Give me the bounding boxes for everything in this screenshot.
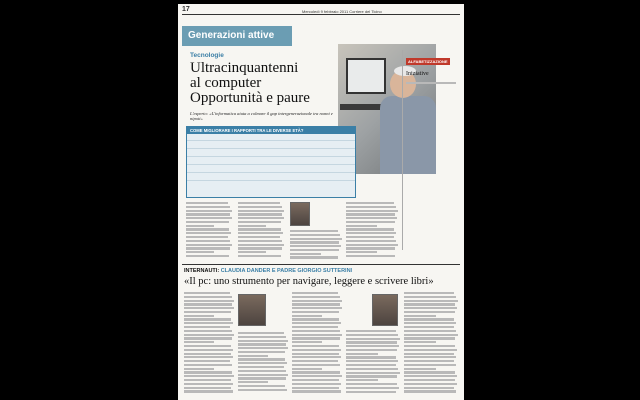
text-line: [184, 311, 231, 313]
kicker-label: INTERNAUTI: [184, 268, 218, 274]
text-line: [346, 236, 394, 238]
text-line: [184, 364, 232, 366]
text-line: [238, 217, 284, 219]
text-line: [238, 370, 286, 372]
keyboard: [340, 104, 384, 110]
text-line: [238, 374, 288, 376]
text-line: [346, 330, 396, 332]
text-line: [292, 368, 322, 370]
text-line: [292, 292, 338, 294]
text-line: [406, 82, 456, 84]
text-line: [292, 345, 339, 347]
text-line: [238, 210, 284, 212]
text-line: [404, 296, 456, 298]
subtitle: L'esperto: «L'informatica aiuta a colmare il gap intergenerazionale tra nonni e nipoti»: [190, 111, 333, 121]
text-line: [404, 349, 457, 351]
text-line: [184, 315, 214, 317]
text-line: [238, 255, 281, 257]
text-line: [186, 240, 230, 242]
article-column-4: [346, 202, 398, 262]
text-line: [184, 353, 231, 355]
text-line: [346, 375, 397, 377]
text-line: [346, 206, 396, 208]
text-line: [292, 296, 340, 298]
text-line: [290, 234, 340, 236]
text-line: [346, 372, 400, 374]
text-line: [238, 366, 284, 368]
text-line: [184, 292, 230, 294]
text-line: [346, 379, 378, 381]
text-line: [184, 330, 232, 332]
table-title: COME MIGLIORARE I RAPPORTI TRA LE DIVERSE ETÀ?: [187, 127, 355, 134]
text-line: [346, 210, 398, 212]
expert-portrait: [290, 202, 310, 226]
text-line: [404, 326, 454, 328]
text-line: [186, 228, 229, 230]
text-line: [346, 213, 395, 215]
article-column-1: [186, 202, 232, 262]
text-line: [292, 311, 339, 313]
text-line: [404, 371, 455, 373]
text-line: [346, 244, 398, 246]
text-line: [404, 311, 455, 313]
text-line: [292, 341, 322, 343]
text-line: [404, 318, 454, 320]
text-line: [290, 241, 339, 243]
text-line: [292, 322, 341, 324]
date-line: Mercoledì 9 febbraio 2011 Corriere del Ticino: [302, 9, 382, 14]
text-line: [238, 247, 282, 249]
text-line: [292, 387, 339, 389]
text-line: [186, 255, 229, 257]
article-column-3: [290, 230, 342, 262]
text-line: [238, 221, 281, 223]
text-line: [186, 232, 231, 234]
table-row: [187, 156, 355, 164]
text-line: [186, 217, 232, 219]
text-line: [404, 390, 456, 392]
text-line: [184, 360, 230, 362]
text-line: [346, 383, 397, 385]
text-line: [184, 303, 232, 305]
text-line: [290, 238, 342, 240]
text-line: [238, 347, 288, 349]
headline-line-2: al computer: [190, 75, 262, 91]
text-line: [346, 240, 396, 242]
bottom-kicker: INTERNAUTI: CLAUDIA DANDER E PADRE GIORGIO SUTTERINI: [184, 268, 353, 274]
text-line: [238, 377, 286, 379]
text-line: [292, 379, 339, 381]
text-line: [238, 362, 287, 364]
interview-column-3: [292, 292, 342, 396]
page-number: 17: [182, 6, 190, 13]
text-line: [404, 334, 458, 336]
text-line: [184, 383, 233, 385]
text-line: [346, 349, 397, 351]
text-line: [292, 383, 341, 385]
text-line: [186, 210, 232, 212]
text-line: [346, 338, 400, 340]
text-line: [186, 221, 229, 223]
text-line: [290, 245, 341, 247]
text-line: [184, 337, 232, 339]
text-line: [292, 318, 339, 320]
text-line: [404, 368, 436, 370]
text-line: [184, 349, 233, 351]
text-line: [184, 375, 234, 377]
text-line: [290, 253, 321, 255]
text-line: [238, 340, 288, 342]
text-line: [184, 296, 232, 298]
text-line: [184, 334, 234, 336]
text-line: [238, 244, 284, 246]
text-line: [346, 217, 397, 219]
text-line: [404, 364, 456, 366]
giorgio-sutterini-portrait: [372, 294, 398, 326]
text-line: [186, 213, 230, 215]
table-row: [187, 148, 355, 156]
text-line: [238, 358, 285, 360]
text-line: [184, 322, 233, 324]
text-line: [292, 375, 342, 377]
newspaper-page: [178, 4, 464, 400]
text-line: [238, 228, 281, 230]
text-line: [238, 213, 282, 215]
text-line: [292, 307, 342, 309]
text-line: [184, 379, 231, 381]
text-line: [184, 356, 233, 358]
text-line: [404, 353, 454, 355]
text-line: [346, 221, 395, 223]
sidebar-tag: ALFABETIZZAZIONE: [408, 59, 448, 64]
table-row: [187, 164, 355, 172]
interview-column-5: [404, 292, 458, 396]
text-line: [404, 356, 456, 358]
section-banner: Generazioni attive: [182, 26, 292, 46]
article-column-2: [238, 202, 284, 262]
kicker-names: CLAUDIA DANDER E PADRE GIORGIO SUTTERINI: [220, 268, 353, 274]
text-line: [404, 375, 457, 377]
text-line: [186, 251, 214, 253]
text-line: [346, 360, 398, 362]
text-line: [292, 360, 338, 362]
text-line: [292, 356, 341, 358]
text-line: [292, 334, 342, 336]
text-line: [292, 371, 340, 373]
text-line: [238, 381, 268, 383]
text-line: [184, 371, 232, 373]
interview-column-4: [346, 330, 400, 396]
text-line: [238, 336, 286, 338]
table-row: [187, 180, 355, 188]
text-line: [292, 364, 340, 366]
survey-table: [186, 126, 356, 198]
text-line: [186, 225, 214, 227]
sidebar-column: [402, 50, 460, 250]
table-row: [187, 140, 355, 148]
text-line: [238, 332, 284, 334]
text-line: [346, 334, 398, 336]
text-line: [404, 383, 457, 385]
text-line: [290, 230, 338, 232]
text-line: [404, 307, 457, 309]
text-line: [404, 345, 455, 347]
text-line: [184, 387, 231, 389]
text-line: [238, 385, 285, 387]
text-line: [292, 390, 341, 392]
text-line: [186, 247, 230, 249]
text-line: [346, 255, 395, 257]
text-line: [292, 300, 342, 302]
text-line: [238, 225, 266, 227]
text-line: [238, 240, 282, 242]
headline-line-3: Opportunità e paure: [190, 90, 310, 106]
text-line: [184, 300, 234, 302]
text-line: [238, 236, 280, 238]
text-line: [238, 232, 283, 234]
text-line: [186, 244, 232, 246]
text-line: [290, 249, 339, 251]
headline-line-1: Ultracinquantenni: [190, 60, 299, 76]
text-line: [346, 387, 399, 389]
text-line: [238, 351, 285, 353]
text-line: [238, 389, 287, 391]
headline: [190, 61, 340, 106]
text-line: [184, 368, 214, 370]
text-line: [292, 326, 338, 328]
text-line: [346, 225, 377, 227]
text-line: [346, 341, 397, 343]
interview-column-1: [184, 292, 234, 396]
interview-column-2: [238, 332, 288, 396]
text-line: [404, 387, 454, 389]
text-line: [290, 256, 338, 258]
text-line: [186, 202, 228, 204]
text-line: [404, 341, 436, 343]
text-line: [404, 300, 458, 302]
text-line: [184, 345, 231, 347]
text-line: [184, 326, 230, 328]
text-line: [238, 343, 286, 345]
text-line: [184, 307, 234, 309]
text-line: [404, 337, 455, 339]
text-line: [346, 228, 394, 230]
bottom-headline: «Il pc: uno strumento per navigare, leggere e scrivere libri»: [184, 276, 434, 287]
claudia-dander-portrait: [238, 294, 266, 326]
text-line: [346, 202, 394, 204]
section-divider: [182, 264, 460, 265]
text-line: [184, 341, 214, 343]
text-line: [292, 330, 340, 332]
section-label: Tecnologie: [190, 52, 224, 59]
text-line: [404, 315, 436, 317]
text-line: [292, 337, 340, 339]
text-line: [346, 251, 377, 253]
text-line: [346, 391, 396, 393]
text-line: [238, 206, 282, 208]
text-line: [404, 322, 456, 324]
text-line: [186, 236, 228, 238]
text-line: [292, 303, 340, 305]
text-line: [346, 345, 399, 347]
text-line: [404, 303, 455, 305]
table-row: [187, 172, 355, 180]
text-line: [346, 364, 396, 366]
text-line: [404, 292, 454, 294]
text-line: [292, 349, 341, 351]
text-line: [238, 202, 280, 204]
text-line: [238, 355, 268, 357]
text-line: [292, 353, 339, 355]
text-line: [404, 360, 454, 362]
sidebar-text: [406, 82, 460, 84]
text-line: [404, 379, 455, 381]
text-line: [346, 368, 398, 370]
monitor: [346, 58, 386, 94]
text-line: [292, 315, 322, 317]
sidebar-title: Iniziative: [406, 71, 429, 77]
text-line: [184, 318, 231, 320]
text-line: [404, 330, 456, 332]
text-line: [184, 390, 233, 392]
text-line: [346, 247, 395, 249]
page-header: [182, 6, 460, 15]
text-line: [346, 353, 378, 355]
text-line: [346, 356, 396, 358]
text-line: [346, 232, 396, 234]
text-line: [238, 251, 266, 253]
text-line: [186, 206, 230, 208]
